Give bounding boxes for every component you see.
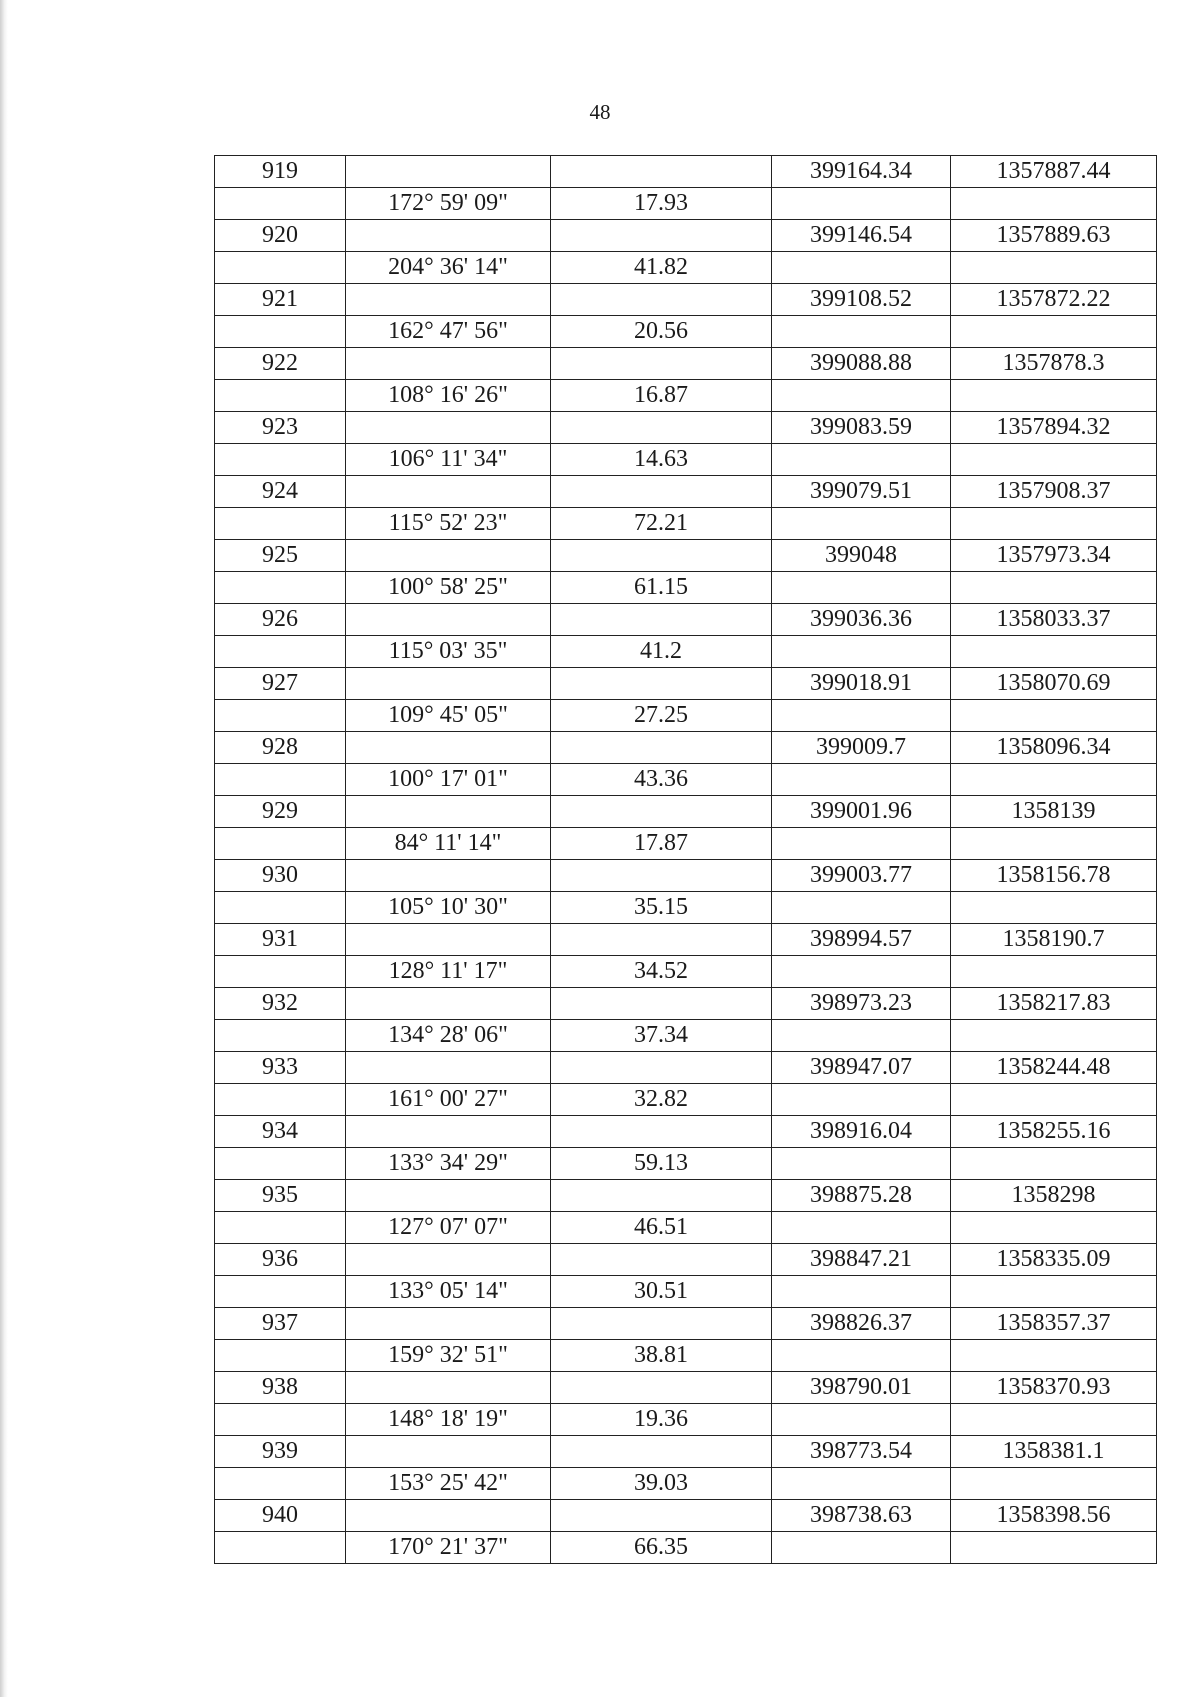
easting-cell	[772, 764, 951, 796]
northing-cell	[951, 764, 1157, 796]
point-cell: 933	[215, 1052, 346, 1084]
northing-cell	[951, 1468, 1157, 1500]
table-row-point	[215, 1244, 1157, 1276]
bearing-cell: 115° 52' 23"	[346, 508, 551, 540]
distance-cell	[551, 1180, 772, 1212]
distance-cell: 17.87	[551, 828, 772, 860]
bearing-cell	[346, 988, 551, 1020]
easting-cell	[772, 380, 951, 412]
distance-cell	[551, 1308, 772, 1340]
distance-cell: 38.81	[551, 1340, 772, 1372]
northing-cell: 1358255.16	[951, 1116, 1157, 1148]
bearing-cell	[346, 1372, 551, 1404]
easting-cell	[772, 572, 951, 604]
distance-cell: 30.51	[551, 1276, 772, 1308]
table-row-traverse	[215, 956, 1157, 988]
easting-cell	[772, 508, 951, 540]
point-cell	[215, 1084, 346, 1116]
easting-cell	[772, 1468, 951, 1500]
point-cell: 921	[215, 284, 346, 316]
northing-cell	[951, 572, 1157, 604]
point-cell: 936	[215, 1244, 346, 1276]
distance-cell	[551, 540, 772, 572]
point-cell	[215, 508, 346, 540]
point-cell	[215, 828, 346, 860]
distance-cell	[551, 732, 772, 764]
bearing-cell	[346, 732, 551, 764]
table-row-traverse	[215, 1276, 1157, 1308]
distance-cell	[551, 1500, 772, 1532]
table-row-traverse	[215, 1532, 1157, 1564]
table-row-point	[215, 1436, 1157, 1468]
point-cell: 919	[215, 156, 346, 188]
table-row-point	[215, 476, 1157, 508]
northing-cell: 1357973.34	[951, 540, 1157, 572]
table-row-traverse	[215, 1340, 1157, 1372]
bearing-cell: 105° 10' 30"	[346, 892, 551, 924]
table-row-point	[215, 284, 1157, 316]
northing-cell: 1357889.63	[951, 220, 1157, 252]
distance-cell: 16.87	[551, 380, 772, 412]
table-row-traverse	[215, 380, 1157, 412]
distance-cell	[551, 924, 772, 956]
easting-cell: 399018.91	[772, 668, 951, 700]
easting-cell	[772, 1532, 951, 1564]
northing-cell: 1358033.37	[951, 604, 1157, 636]
table-row-point	[215, 348, 1157, 380]
point-cell	[215, 956, 346, 988]
table-row-point	[215, 1052, 1157, 1084]
northing-cell	[951, 636, 1157, 668]
table-body	[215, 156, 1157, 1564]
table-row-traverse	[215, 252, 1157, 284]
distance-cell	[551, 156, 772, 188]
northing-cell: 1358335.09	[951, 1244, 1157, 1276]
table-row-point	[215, 988, 1157, 1020]
bearing-cell	[346, 1244, 551, 1276]
bearing-cell: 127° 07' 07"	[346, 1212, 551, 1244]
point-cell: 939	[215, 1436, 346, 1468]
distance-cell: 27.25	[551, 700, 772, 732]
distance-cell	[551, 476, 772, 508]
northing-cell: 1357872.22	[951, 284, 1157, 316]
easting-cell: 398916.04	[772, 1116, 951, 1148]
easting-cell: 399048	[772, 540, 951, 572]
northing-cell: 1358096.34	[951, 732, 1157, 764]
page-number: 48	[589, 100, 611, 124]
distance-cell	[551, 1436, 772, 1468]
table-row-point	[215, 1308, 1157, 1340]
table-row-point	[215, 796, 1157, 828]
bearing-cell: 172° 59' 09"	[346, 188, 551, 220]
northing-cell: 1358156.78	[951, 860, 1157, 892]
bearing-cell	[346, 156, 551, 188]
point-cell: 928	[215, 732, 346, 764]
table-row-traverse	[215, 444, 1157, 476]
bearing-cell: 134° 28' 06"	[346, 1020, 551, 1052]
northing-cell	[951, 1276, 1157, 1308]
easting-cell: 399001.96	[772, 796, 951, 828]
table-row-point	[215, 220, 1157, 252]
bearing-cell	[346, 796, 551, 828]
distance-cell	[551, 1116, 772, 1148]
northing-cell	[951, 956, 1157, 988]
easting-cell: 399146.54	[772, 220, 951, 252]
distance-cell: 19.36	[551, 1404, 772, 1436]
bearing-cell: 84° 11' 14"	[346, 828, 551, 860]
point-cell	[215, 1212, 346, 1244]
easting-cell: 399079.51	[772, 476, 951, 508]
northing-cell: 1358244.48	[951, 1052, 1157, 1084]
easting-cell	[772, 828, 951, 860]
distance-cell: 14.63	[551, 444, 772, 476]
point-cell: 937	[215, 1308, 346, 1340]
point-cell	[215, 188, 346, 220]
point-cell	[215, 1148, 346, 1180]
table-row-traverse	[215, 1212, 1157, 1244]
table-row-point	[215, 924, 1157, 956]
point-cell: 925	[215, 540, 346, 572]
distance-cell	[551, 348, 772, 380]
bearing-cell	[346, 220, 551, 252]
northing-cell	[951, 316, 1157, 348]
table-row-traverse	[215, 764, 1157, 796]
table-row-point	[215, 732, 1157, 764]
northing-cell: 1357878.3	[951, 348, 1157, 380]
point-cell	[215, 636, 346, 668]
table-row-point	[215, 1500, 1157, 1532]
point-cell	[215, 1020, 346, 1052]
northing-cell: 1358217.83	[951, 988, 1157, 1020]
bearing-cell: 133° 34' 29"	[346, 1148, 551, 1180]
easting-cell: 398973.23	[772, 988, 951, 1020]
bearing-cell: 100° 17' 01"	[346, 764, 551, 796]
bearing-cell	[346, 668, 551, 700]
northing-cell	[951, 1404, 1157, 1436]
table-row-point	[215, 860, 1157, 892]
table-row-point	[215, 668, 1157, 700]
northing-cell: 1358298	[951, 1180, 1157, 1212]
easting-cell	[772, 1340, 951, 1372]
easting-cell: 398773.54	[772, 1436, 951, 1468]
point-cell: 930	[215, 860, 346, 892]
table-row-traverse	[215, 636, 1157, 668]
table-row-traverse	[215, 316, 1157, 348]
bearing-cell: 148° 18' 19"	[346, 1404, 551, 1436]
bearing-cell: 153° 25' 42"	[346, 1468, 551, 1500]
easting-cell	[772, 1020, 951, 1052]
point-cell: 923	[215, 412, 346, 444]
northing-cell	[951, 1532, 1157, 1564]
point-cell	[215, 444, 346, 476]
distance-cell: 34.52	[551, 956, 772, 988]
bearing-cell	[346, 1116, 551, 1148]
northing-cell	[951, 1340, 1157, 1372]
easting-cell	[772, 252, 951, 284]
easting-cell	[772, 1148, 951, 1180]
easting-cell	[772, 188, 951, 220]
bearing-cell: 170° 21' 37"	[346, 1532, 551, 1564]
bearing-cell	[346, 1500, 551, 1532]
survey-coordinate-table	[214, 155, 1157, 1564]
northing-cell: 1357908.37	[951, 476, 1157, 508]
point-cell	[215, 1276, 346, 1308]
northing-cell	[951, 1084, 1157, 1116]
easting-cell: 398947.07	[772, 1052, 951, 1084]
table-row-point	[215, 156, 1157, 188]
distance-cell: 66.35	[551, 1532, 772, 1564]
easting-cell	[772, 892, 951, 924]
bearing-cell: 109° 45' 05"	[346, 700, 551, 732]
table-row-traverse	[215, 1084, 1157, 1116]
bearing-cell	[346, 476, 551, 508]
table-row-traverse	[215, 1468, 1157, 1500]
easting-cell	[772, 316, 951, 348]
point-cell	[215, 1404, 346, 1436]
table-row-point	[215, 1372, 1157, 1404]
table-row-point	[215, 540, 1157, 572]
bearing-cell	[346, 924, 551, 956]
bearing-cell: 106° 11' 34"	[346, 444, 551, 476]
point-cell	[215, 700, 346, 732]
bearing-cell: 161° 00' 27"	[346, 1084, 551, 1116]
scan-edge-shadow	[0, 0, 8, 1697]
northing-cell	[951, 188, 1157, 220]
bearing-cell	[346, 284, 551, 316]
point-cell: 934	[215, 1116, 346, 1148]
easting-cell	[772, 444, 951, 476]
point-cell	[215, 252, 346, 284]
table-row-point	[215, 1180, 1157, 1212]
distance-cell: 59.13	[551, 1148, 772, 1180]
bearing-cell: 108° 16' 26"	[346, 380, 551, 412]
bearing-cell	[346, 1436, 551, 1468]
point-cell	[215, 380, 346, 412]
point-cell: 920	[215, 220, 346, 252]
point-cell	[215, 892, 346, 924]
bearing-cell	[346, 348, 551, 380]
table-row-traverse	[215, 508, 1157, 540]
easting-cell: 399036.36	[772, 604, 951, 636]
easting-cell: 399088.88	[772, 348, 951, 380]
easting-cell: 398875.28	[772, 1180, 951, 1212]
bearing-cell	[346, 604, 551, 636]
point-cell: 935	[215, 1180, 346, 1212]
distance-cell	[551, 860, 772, 892]
bearing-cell	[346, 412, 551, 444]
distance-cell: 43.36	[551, 764, 772, 796]
northing-cell	[951, 1020, 1157, 1052]
easting-cell: 398847.21	[772, 1244, 951, 1276]
point-cell	[215, 316, 346, 348]
point-cell: 929	[215, 796, 346, 828]
table-row-point	[215, 1116, 1157, 1148]
easting-cell: 399164.34	[772, 156, 951, 188]
bearing-cell: 162° 47' 56"	[346, 316, 551, 348]
bearing-cell	[346, 1052, 551, 1084]
distance-cell: 41.82	[551, 252, 772, 284]
easting-cell: 398826.37	[772, 1308, 951, 1340]
table-row-traverse	[215, 1020, 1157, 1052]
easting-cell	[772, 1404, 951, 1436]
distance-cell	[551, 284, 772, 316]
distance-cell: 35.15	[551, 892, 772, 924]
northing-cell: 1358381.1	[951, 1436, 1157, 1468]
northing-cell: 1358398.56	[951, 1500, 1157, 1532]
point-cell: 922	[215, 348, 346, 380]
point-cell	[215, 1532, 346, 1564]
point-cell: 938	[215, 1372, 346, 1404]
distance-cell: 20.56	[551, 316, 772, 348]
easting-cell: 399009.7	[772, 732, 951, 764]
easting-cell	[772, 636, 951, 668]
distance-cell	[551, 604, 772, 636]
table-row-point	[215, 604, 1157, 636]
bearing-cell	[346, 860, 551, 892]
easting-cell	[772, 956, 951, 988]
table-row-traverse	[215, 572, 1157, 604]
point-cell	[215, 1340, 346, 1372]
distance-cell	[551, 1052, 772, 1084]
distance-cell	[551, 1244, 772, 1276]
point-cell	[215, 764, 346, 796]
table-row-point	[215, 412, 1157, 444]
easting-cell	[772, 1212, 951, 1244]
northing-cell	[951, 444, 1157, 476]
northing-cell: 1357887.44	[951, 156, 1157, 188]
distance-cell: 37.34	[551, 1020, 772, 1052]
point-cell: 927	[215, 668, 346, 700]
distance-cell	[551, 668, 772, 700]
distance-cell	[551, 796, 772, 828]
northing-cell: 1358139	[951, 796, 1157, 828]
northing-cell: 1358370.93	[951, 1372, 1157, 1404]
northing-cell	[951, 1212, 1157, 1244]
point-cell: 940	[215, 1500, 346, 1532]
distance-cell	[551, 412, 772, 444]
distance-cell	[551, 1372, 772, 1404]
easting-cell	[772, 1276, 951, 1308]
distance-cell: 39.03	[551, 1468, 772, 1500]
bearing-cell: 100° 58' 25"	[346, 572, 551, 604]
easting-cell: 398994.57	[772, 924, 951, 956]
northing-cell	[951, 828, 1157, 860]
bearing-cell	[346, 540, 551, 572]
bearing-cell: 133° 05' 14"	[346, 1276, 551, 1308]
table-row-traverse	[215, 1404, 1157, 1436]
distance-cell	[551, 988, 772, 1020]
point-cell: 931	[215, 924, 346, 956]
point-cell	[215, 1468, 346, 1500]
northing-cell: 1358357.37	[951, 1308, 1157, 1340]
easting-cell: 399083.59	[772, 412, 951, 444]
northing-cell	[951, 252, 1157, 284]
distance-cell: 46.51	[551, 1212, 772, 1244]
bearing-cell	[346, 1308, 551, 1340]
bearing-cell: 204° 36' 14"	[346, 252, 551, 284]
distance-cell	[551, 220, 772, 252]
distance-cell: 17.93	[551, 188, 772, 220]
bearing-cell: 159° 32' 51"	[346, 1340, 551, 1372]
northing-cell: 1358070.69	[951, 668, 1157, 700]
point-cell: 924	[215, 476, 346, 508]
table-row-traverse	[215, 892, 1157, 924]
table-row-traverse	[215, 188, 1157, 220]
easting-cell: 398790.01	[772, 1372, 951, 1404]
table-row-traverse	[215, 700, 1157, 732]
distance-cell: 41.2	[551, 636, 772, 668]
table-row-traverse	[215, 1148, 1157, 1180]
table-row-traverse	[215, 828, 1157, 860]
easting-cell	[772, 1084, 951, 1116]
bearing-cell: 128° 11' 17"	[346, 956, 551, 988]
distance-cell: 61.15	[551, 572, 772, 604]
easting-cell: 399108.52	[772, 284, 951, 316]
bearing-cell	[346, 1180, 551, 1212]
northing-cell	[951, 1148, 1157, 1180]
northing-cell	[951, 508, 1157, 540]
point-cell: 926	[215, 604, 346, 636]
distance-cell: 72.21	[551, 508, 772, 540]
easting-cell: 399003.77	[772, 860, 951, 892]
northing-cell	[951, 700, 1157, 732]
northing-cell: 1358190.7	[951, 924, 1157, 956]
northing-cell	[951, 892, 1157, 924]
easting-cell: 398738.63	[772, 1500, 951, 1532]
northing-cell	[951, 380, 1157, 412]
northing-cell: 1357894.32	[951, 412, 1157, 444]
distance-cell: 32.82	[551, 1084, 772, 1116]
easting-cell	[772, 700, 951, 732]
bearing-cell: 115° 03' 35"	[346, 636, 551, 668]
point-cell: 932	[215, 988, 346, 1020]
point-cell	[215, 572, 346, 604]
